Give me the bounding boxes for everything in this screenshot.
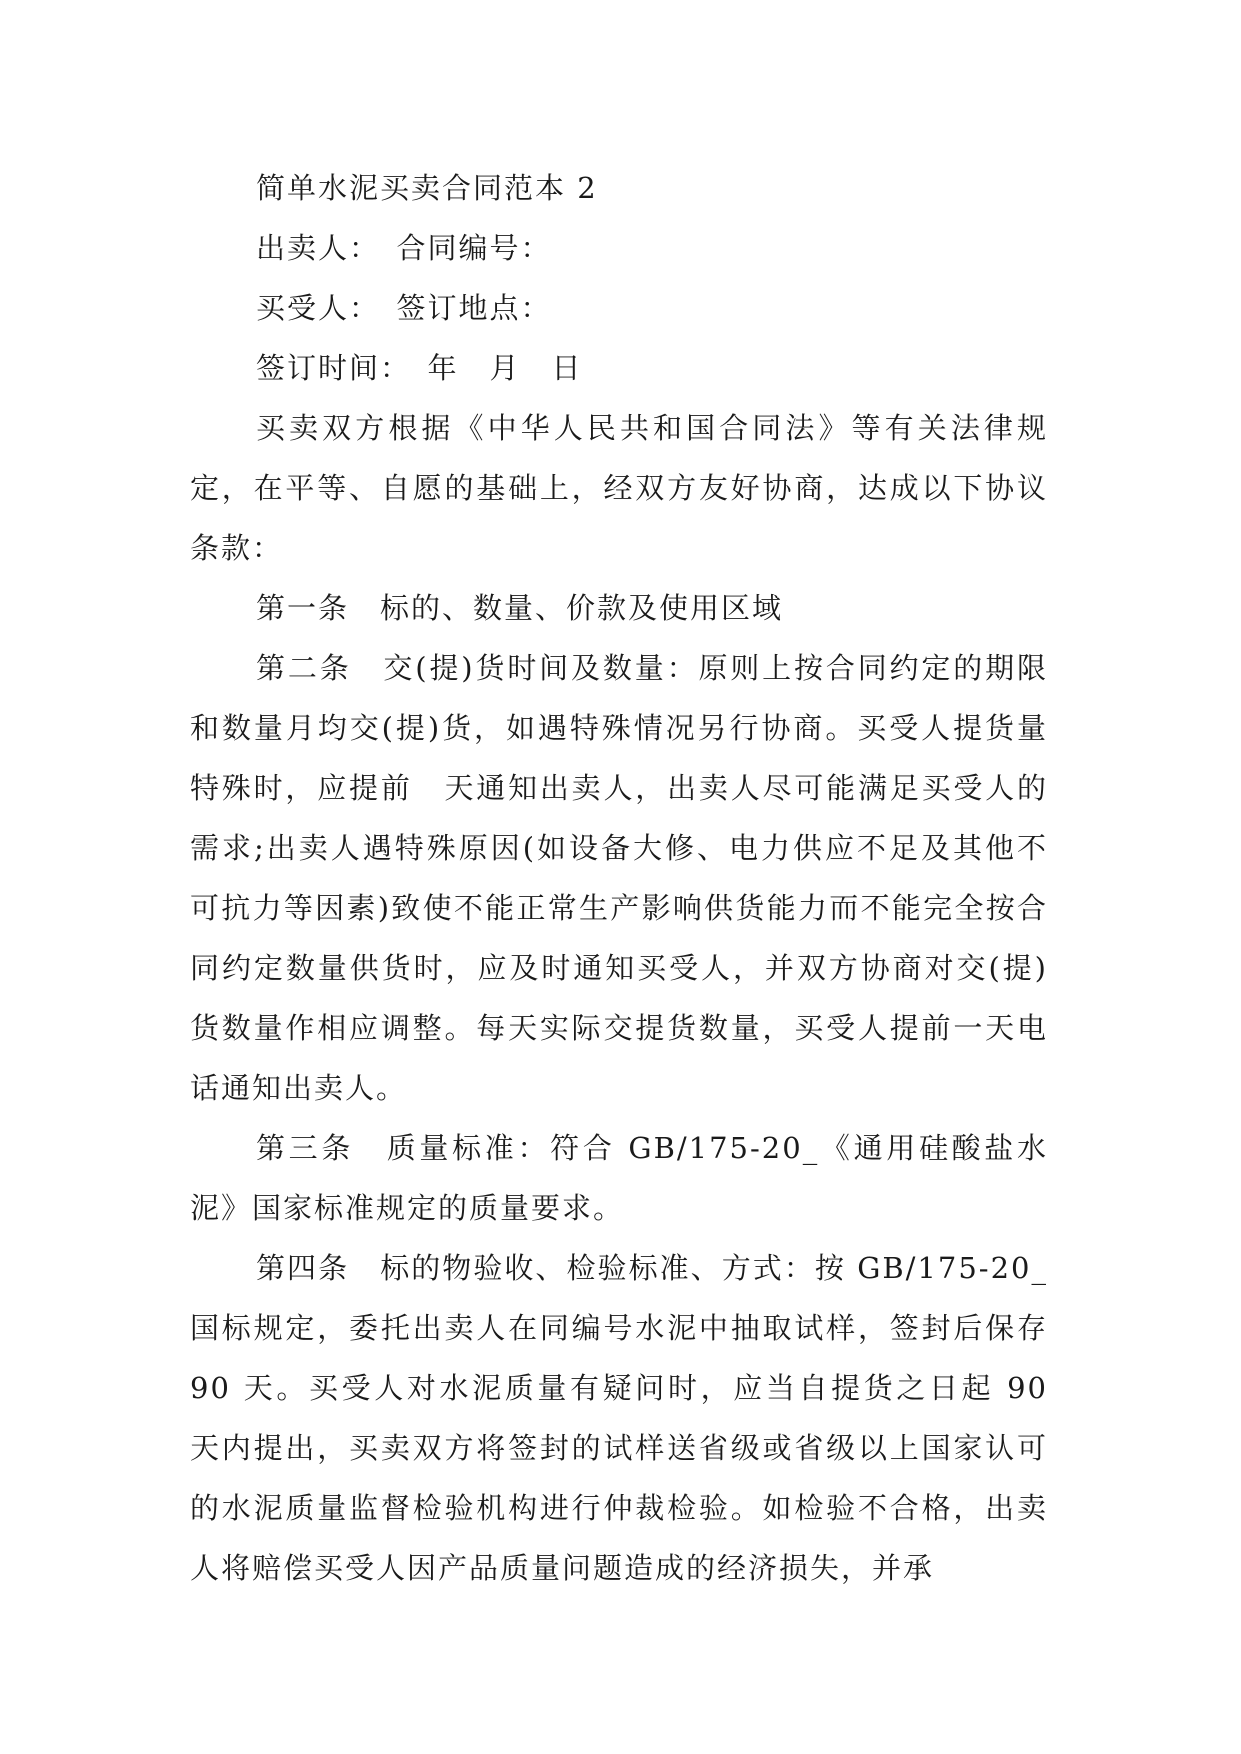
document-body (190, 158, 1048, 1598)
signing-date-line: 签订时间： 年 月 日 (256, 351, 583, 385)
document-title: 简单水泥买卖合同范本 2 (256, 171, 598, 205)
buyer-line: 买受人： 签订地点： (256, 291, 552, 325)
article-3: 第三条 质量标准：符合 GB/175-20_《通用硅酸盐水泥》国家标准规定的质量要求。 (190, 1131, 1048, 1225)
article-1: 第一条 标的、数量、价款及使用区域 (256, 591, 784, 625)
seller-line: 出卖人： 合同编号： (256, 231, 552, 265)
article-4: 第四条 标的物验收、检验标准、方式：按 GB/175-20_国标规定，委托出卖人在同编号水泥中抽取试样，签封后保存 90 天。买受人对水泥质量有疑问时，应当自提货之日起 90 天内提出，买卖双方将签封的试样送省级或省级以上国家认可的水泥质量监督检验机构进行仲裁检验。如检验不合格，出卖人将赔偿买受人因产品质量问题造成的经济损失，并承 (190, 1251, 1048, 1585)
article-2: 第二条 交(提)货时间及数量：原则上按合同约定的期限和数量月均交(提)货，如遇特殊情况另行协商。买受人提货量特殊时，应提前 天通知出卖人，出卖人尽可能满足买受人的需求;出卖人遇特殊原因(如设备大修、电力供应不足及其他不可抗力等因素)致使不能正常生产影响供货能力而不能完全按合同约定数量供货时，应及时通知买受人，并双方协商对交(提)货数量作相应调整。每天实际交提货数量，买受人提前一天电话通知出卖人。 (190, 651, 1048, 1105)
preamble-paragraph: 买卖双方根据《中华人民共和国合同法》等有关法律规定，在平等、自愿的基础上，经双方友好协商，达成以下协议条款： (190, 411, 1048, 565)
